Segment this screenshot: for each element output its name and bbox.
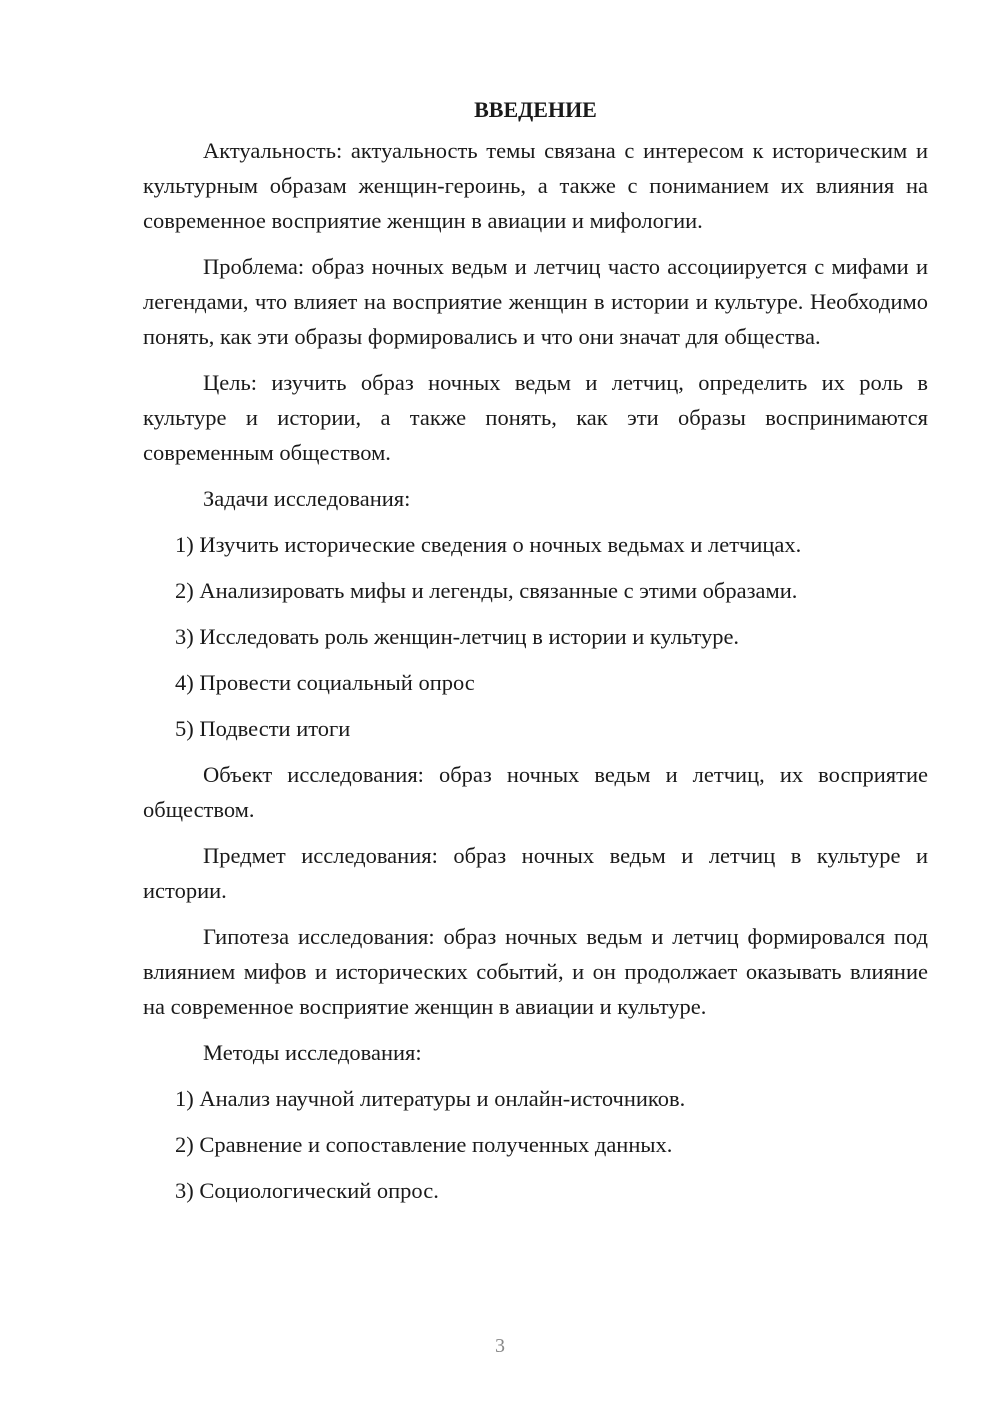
section-title: ВВЕДЕНИЕ [474,97,597,122]
relevance-paragraph: Актуальность: актуальность темы связана с интересом к историческим и культурным образам женщин-героинь, а также с пониманием их влияния на современное восприятие женщин в авиации и мифологии. [143,138,928,233]
methods-list [143,1081,928,1208]
task-item: 3) Исследовать роль женщин-летчиц в истории и культуре. [175,624,740,649]
tasks-heading: Задачи исследования: [203,486,411,511]
task-item: 2) Анализировать мифы и легенды, связанные с этими образами. [175,578,798,603]
hypothesis-paragraph: Гипотеза исследования: образ ночных ведьм и летчиц формировался под влиянием мифов и исторических событий, и он продолжает оказывать влияние на современное восприятие женщин в авиации и культуре. [143,924,928,1019]
method-item: 1) Анализ научной литературы и онлайн-источников. [175,1086,686,1111]
document-page [143,92,928,1219]
methods-heading: Методы исследования: [203,1040,422,1065]
method-item: 2) Сравнение и сопоставление полученных данных. [175,1132,673,1157]
task-item: 1) Изучить исторические сведения о ночных ведьмах и летчицах. [175,532,802,557]
task-item: 5) Подвести итоги [175,716,351,741]
method-item: 3) Социологический опрос. [175,1178,439,1203]
task-item: 4) Провести социальный опрос [175,670,475,695]
object-paragraph: Объект исследования: образ ночных ведьм и летчиц, их восприятие обществом. [143,762,928,822]
page-number: 3 [495,1335,505,1357]
goal-paragraph: Цель: изучить образ ночных ведьм и летчиц, определить их роль в культуре и истории, а также понять, как эти образы воспринимаются современным обществом. [143,370,928,465]
subject-paragraph: Предмет исследования: образ ночных ведьм и летчиц в культуре и истории. [143,843,928,903]
tasks-list [143,527,928,746]
problem-paragraph: Проблема: образ ночных ведьм и летчиц часто ассоциируется с мифами и легендами, что влияет на восприятие женщин в истории и культуре. Необходимо понять, как эти образы формировались и что они значат для общества. [143,254,928,349]
